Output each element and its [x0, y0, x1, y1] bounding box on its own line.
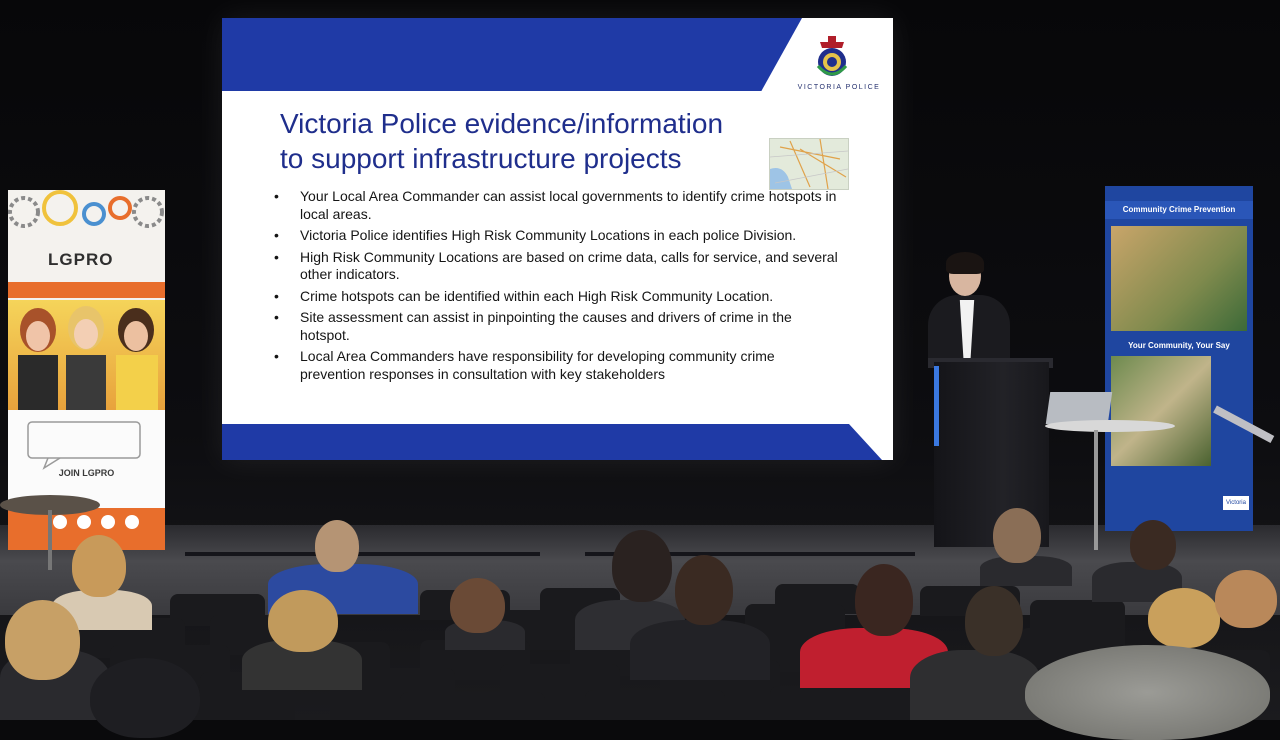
banner-photo-top — [1111, 226, 1247, 331]
slide-bullet — [272, 348, 842, 383]
slide-bullet — [272, 249, 842, 284]
bullet-icon: • — [274, 227, 279, 243]
side-table-left-leg — [48, 510, 52, 570]
audience-member-head — [855, 564, 913, 636]
audience-member-head — [1025, 645, 1270, 740]
slide-bullet-text: High Risk Community Locations are based on crime data, calls for service, and several other indicators. — [300, 248, 838, 282]
slide-bottom-bar — [222, 424, 882, 460]
lectern-light — [934, 366, 939, 446]
crime-prevention-banner — [1105, 186, 1253, 531]
audience-member-head — [315, 520, 359, 572]
victoria-logo: Victoria — [1223, 496, 1249, 510]
slide-title — [280, 106, 840, 176]
audience-member-head — [1130, 520, 1176, 570]
audience-member-head — [1148, 588, 1220, 648]
audience-seat — [770, 686, 910, 720]
gears-icon — [8, 190, 165, 240]
bullet-icon: • — [274, 348, 279, 364]
audience-member-head — [993, 508, 1041, 563]
slide-bullet-text: Victoria Police identifies High Risk Community Locations in each police Division. — [300, 227, 797, 243]
audience-member-body — [630, 620, 770, 680]
slide-bullet — [272, 227, 842, 245]
audience-member-head — [612, 530, 672, 602]
slide-bullet — [272, 188, 842, 223]
orange-band — [8, 282, 165, 298]
slide-bullet-text: Your Local Area Commander can assist local governments to identify crime hotspots in local areas. — [300, 188, 837, 222]
audience-member-head — [72, 535, 126, 597]
slide-bullet-text: Site assessment can assist in pinpointing the causes and drivers of crime in the hotspot. — [300, 309, 792, 343]
bullet-icon: • — [274, 287, 279, 304]
slide-bullet-list — [272, 188, 842, 387]
presenter-hair — [946, 252, 984, 274]
audience-member-body — [910, 650, 1040, 720]
join-lgpro-text: JOIN LGPRO — [58, 468, 115, 478]
slide-bullet — [272, 288, 842, 306]
bullet-icon: • — [274, 248, 279, 265]
slide-bullet-text: Crime hotspots can be identified within each High Risk Community Location. — [300, 287, 774, 304]
banner-photo-bottom — [1111, 356, 1211, 466]
projected-slide — [222, 18, 893, 460]
audience-member-head — [90, 658, 200, 738]
audience-member-head — [1215, 570, 1277, 628]
banner-header: Community Crime Prevention — [1105, 201, 1253, 219]
side-table-right — [1045, 420, 1175, 432]
side-table-right-leg — [1094, 430, 1098, 550]
slide-top-bar — [222, 18, 802, 91]
banner-photo — [8, 300, 165, 410]
slide-logo-text: VICTORIA POLICE — [797, 84, 881, 91]
banner-tagline: Your Community, Your Say — [1128, 341, 1230, 350]
speech-bubble-icon — [8, 410, 165, 470]
lgpro-logo: LGPRO — [48, 250, 114, 269]
audience-seat — [585, 690, 725, 720]
audience-member-head — [5, 600, 80, 680]
police-badge-icon — [814, 36, 850, 80]
bullet-icon: • — [274, 309, 279, 325]
audience-seat — [400, 692, 545, 720]
people-photo-icon — [8, 300, 165, 410]
map-thumbnail-icon — [769, 138, 849, 190]
slide-title-line-2: to support infrastructure projects — [280, 143, 682, 174]
audience-member-head — [268, 590, 338, 652]
bullet-icon: • — [274, 188, 279, 204]
slide-title-line-1: Victoria Police evidence/information — [280, 108, 724, 139]
slide-bullet-text: Local Area Commanders have responsibility for developing community crime prevention responses in consultation with key stakeholders — [300, 348, 775, 382]
audience-member-head — [450, 578, 505, 633]
audience-member-head — [965, 586, 1023, 656]
floor-stripe — [185, 552, 540, 556]
slide-bullet — [272, 309, 842, 344]
audience-member-head — [675, 555, 733, 625]
